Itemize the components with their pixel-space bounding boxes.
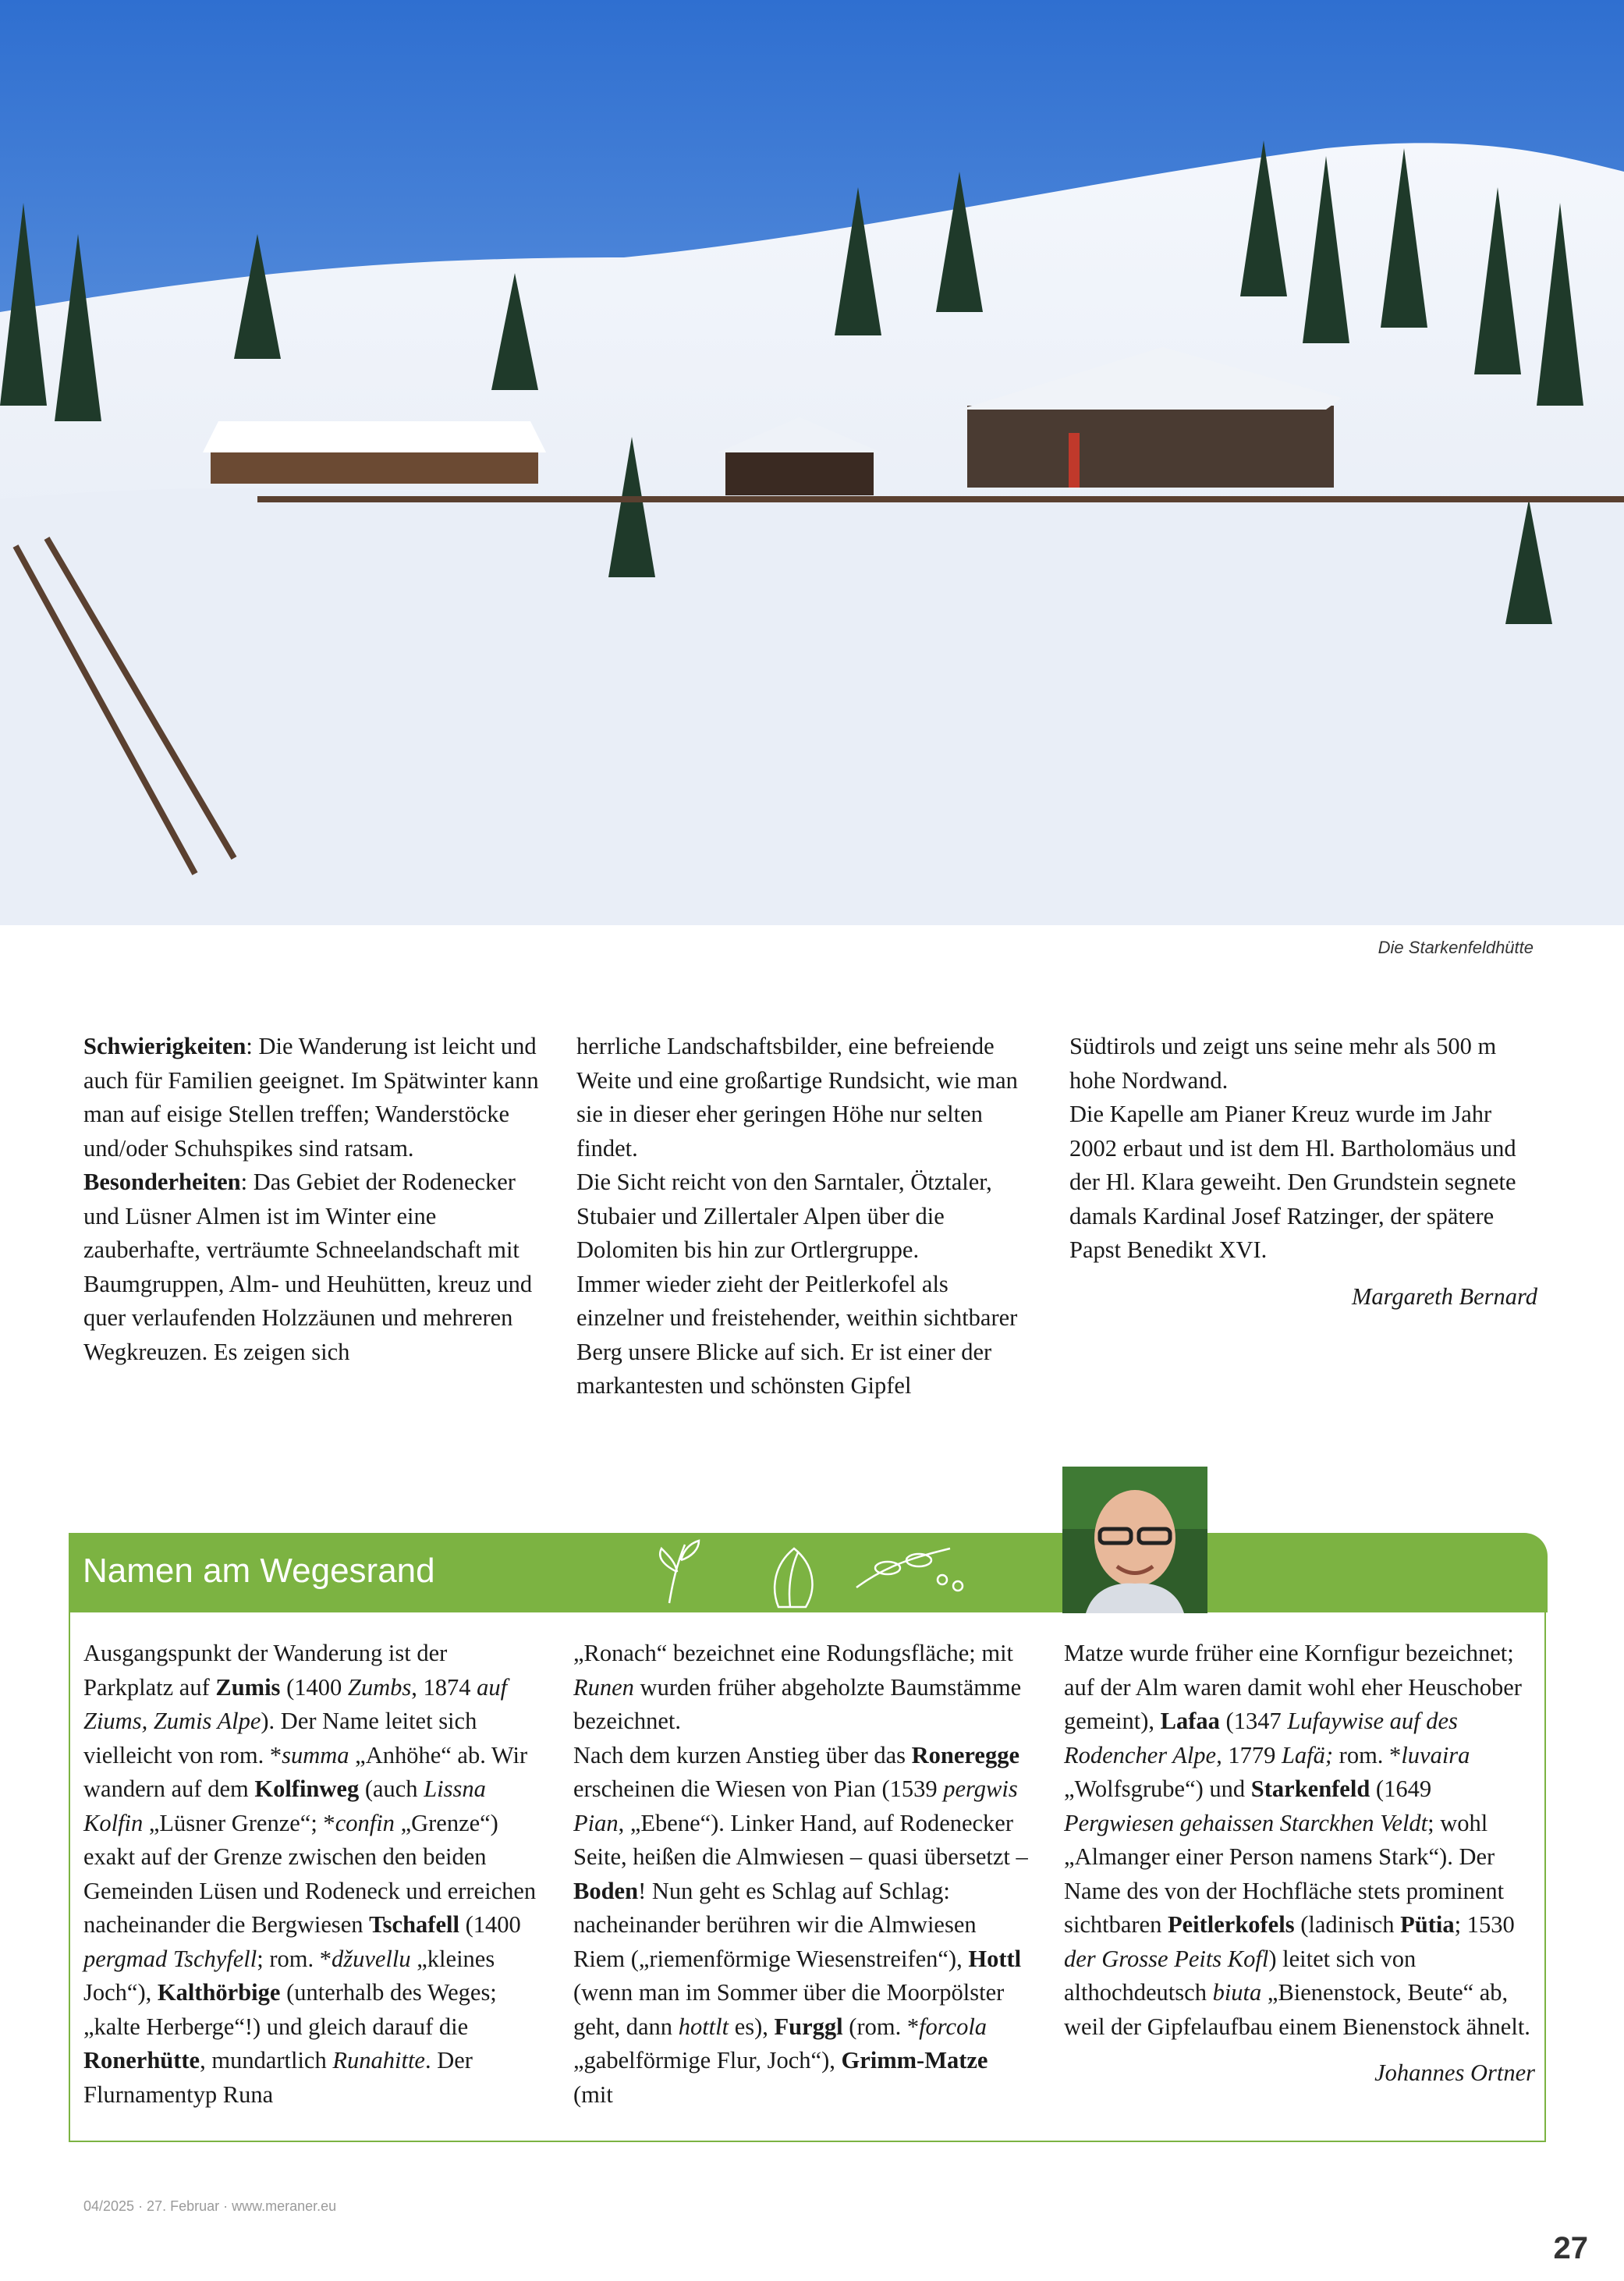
paragraph-features: Besonderheiten: Das Gebiet der Rodenecker und Lüsner Almen ist im Winter eine zauberhafte, verträumte Schneelandschaft mit Baumgruppen, Alm- und Heuhütten, kreuz und quer verlaufenden Holzzäunen und mehreren Wegkreuzen. Es zeigen sich <box>83 1169 533 1365</box>
paragraph: Die Sicht reicht von den Sarntaler, Ötztaler, Stubaier und Zillertaler Alpen über die Dolomiten bis hin zur Ortlergruppe. <box>576 1169 992 1263</box>
footer-issue: 04/2025 · 27. Februar · www.meraner.eu <box>83 2198 337 2214</box>
paragraph: herrliche Landschaftsbilder, eine befreiende Weite und eine großartige Rundsicht, wie man sie in dieser eher geringen Höhe nur selten findet. <box>576 1033 1018 1162</box>
label-difficulty: Schwierigkeiten <box>83 1033 246 1059</box>
box-column-2 <box>573 1637 1032 2112</box>
paragraph: Immer wieder zieht der Peitlerkofel als einzelner und freistehender, weithin sichtbarer Berg unsere Blicke auf sich. Er ist einer der markantesten und schönsten Gipfel <box>576 1270 1018 1399</box>
page-number: 27 <box>1553 2231 1588 2265</box>
article-column-2 <box>576 1030 1035 1403</box>
paragraph: Südtirols und zeigt uns seine mehr als 500 m hohe Nordwand. <box>1069 1033 1497 1094</box>
box-author: Johannes Ortner <box>1374 2059 1535 2086</box>
hero-photo <box>0 0 1624 925</box>
photo-caption: Die Starkenfeldhütte <box>1378 938 1534 957</box>
paragraph: Matze wurde früher eine Kornfigur bezeichnet; auf der Alm waren damit wohl eher Heuschober gemeint), Lafaa (1347 Lufaywise auf des Rodencher Alpe, 1779 Lafä; rom. *luvaira „Wolfsgrube“) und Starkenfeld (1649 Pergwiesen gehaissen Starckhen Veldt; wohl „Almanger einer Person namens Stark“). Der Name des von der Hochfläche stets prominent sichtbaren Peitlerkofels (ladinisch Pütia; 1530 der Grosse Peits Kofl) leitet sich von althochdeutsch biuta „Bienenstock, Beute“ ab, weil der Gipfelaufbau einem Bienenstock ähnelt. <box>1064 1640 1530 2040</box>
author-portrait <box>1062 1467 1207 1613</box>
paragraph: „Ronach“ bezeichnet eine Rodungsfläche; mit Runen wurden früher abgeholzte Baumstämme bezeichnet. <box>573 1640 1022 1734</box>
box-column-1 <box>83 1637 542 2112</box>
paragraph: Die Kapelle am Pianer Kreuz wurde im Jahr 2002 erbaut und ist dem Hl. Bartholomäus und der Hl. Klara geweiht. Den Grundstein segnete damals Kardinal Josef Ratzinger, der spätere Papst Benedikt XVI. <box>1069 1101 1516 1263</box>
box-title: Namen am Wegesrand <box>83 1552 435 1590</box>
article-column-3 <box>1069 1030 1537 1314</box>
article-author: Margareth Bernard <box>1351 1282 1537 1310</box>
box-column-3 <box>1064 1637 1535 2091</box>
paragraph: Ausgangspunkt der Wanderung ist der Parkplatz auf Zumis (1400 Zumbs, 1874 auf Ziums, Zumis Alpe). Der Name leitet sich vielleicht von rom. *summa „Anhöhe“ ab. Wir wandern auf dem Kolfinweg (auch Lissna Kolfin „Lüsner Grenze“; *confin „Grenze“) exakt auf der Grenze zwischen den beiden Gemeinden Lüsen und Rodeneck und erreichen nacheinander die Bergwiesen Tschafell (1400 pergmad Tschyfell; rom. *džuvellu „kleines Joch“), Kalthörbige (unterhalb des Weges; „kalte Herberge“!) und gleich darauf die Ronerhütte, mundartlich Runahitte. Der Flurnamentyp Runa <box>83 1640 537 2108</box>
label-features: Besonderheiten <box>83 1169 241 1195</box>
article-column-1 <box>83 1030 542 1369</box>
paragraph: Nach dem kurzen Anstieg über das Roneregge erscheinen die Wiesen von Pian (1539 pergwis Pian, „Ebene“). Linker Hand, auf Rodenecker Seite, heißen die Almwiesen – quasi übersetzt – Boden! Nun geht es Schlag auf Schlag: nacheinander berühren wir die Almwiesen Riem („riemenförmige Wiesenstreifen“), Hottl (wenn man im Sommer über die Moorpölster geht, dann hottlt es), Furggl (rom. *forcola „gabelförmige Flur, Joch“), Grimm-Matze (mit <box>573 1741 1028 2108</box>
box-header <box>69 1533 1548 1612</box>
paragraph-difficulty: Schwierigkeiten: Die Wanderung ist leicht und auch für Familien geeignet. Im Spätwinter kann man auf eisige Stellen treffen; Wanderstöcke und/oder Schuhspikes sind ratsam. <box>83 1033 539 1162</box>
